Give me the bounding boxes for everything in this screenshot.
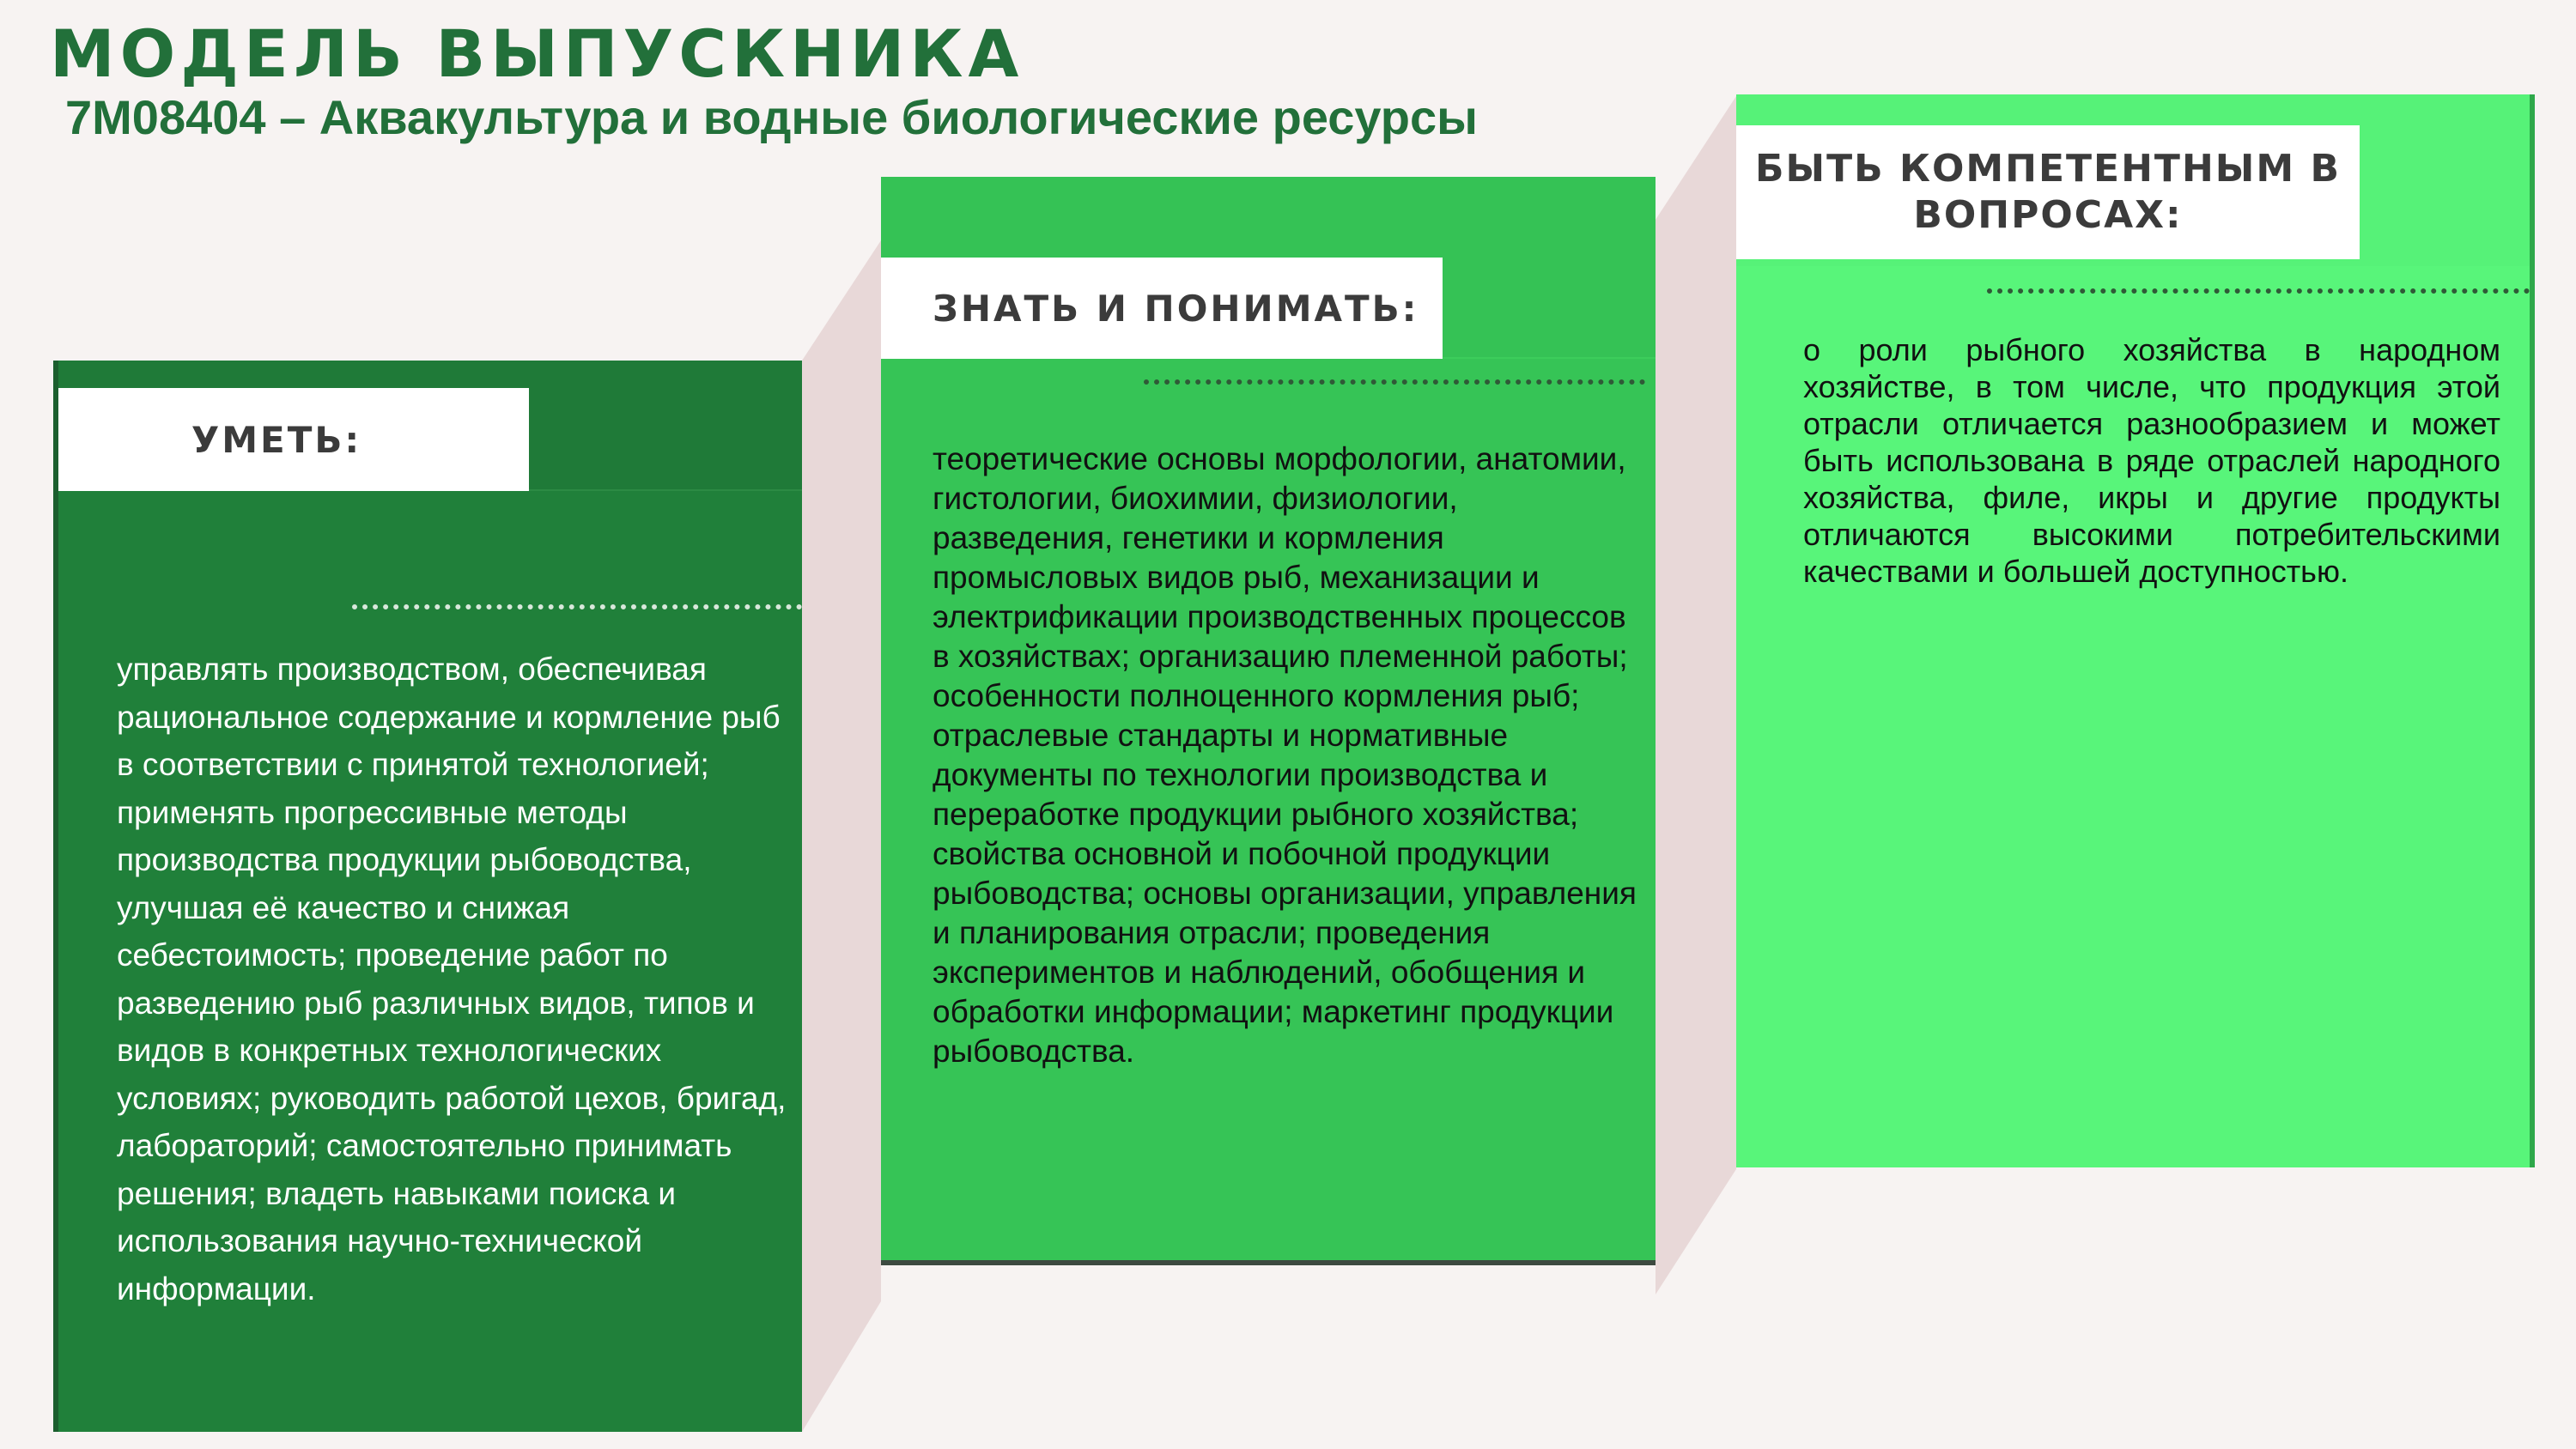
page-title: МОДЕЛЬ ВЫПУСКНИКА [50, 15, 1024, 92]
program-subtitle: 7М08404 – Аквакультура и водные биологические ресурсы [65, 90, 1478, 144]
connector-1-2-shape [802, 240, 881, 1432]
skills-panel [53, 361, 802, 1432]
knowledge-dotted-divider [1144, 379, 1645, 385]
competence-panel [1736, 94, 2535, 1167]
skills-text: управлять производством, обеспечивая рациональное содержание и кормление рыб в соответствии с принятой технологией; применять прогрессивные методы производства продукции рыбоводства, улучшая её качество и снижая себестоимость; проведение работ по разведению рыб различных видов, типов и видов в конкретных технологических условиях; руководить работой цехов, бригад, лабораторий; самостоятельно принимать решения; владеть навыками поиска и использования научно-технической информации. [117, 652, 787, 1307]
competence-heading: БЫТЬ КОМПЕТЕНТНЫМ В ВОПРОСАХ: [1736, 125, 2360, 259]
connector-2-3-shape [1656, 96, 1736, 1294]
connector-1-2 [802, 0, 881, 1449]
skills-dotted-divider [352, 604, 802, 609]
knowledge-text: теоретические основы морфологии, анатомии, гистологии, биохимии, физиологии, разведения, генетики и кормления промысловых видов рыб, механизации и электрификации производственных процессов в хозяйствах; организацию племенной работы; особенности полноценного кормления рыб; отраслевые стандарты и нормативные документы по технологии производства и переработке продукции рыбного хозяйства; свойства основной и побочной продукции рыбоводства; основы организации, управления и планирования отрасли; проведения экспериментов и наблюдений, обобщения и обработки информации; маркетинг продукции рыбоводства. [933, 441, 1637, 1069]
connector-2-3 [1656, 0, 1736, 1449]
competence-text: о роли рыбного хозяйства в народном хозяйстве, в том числе, что продукция этой отрасли отличается разнообразием и может быть использована в ряде отраслей народного хозяйства, филе, икры и другие продукты отличаются высокими потребительскими качествами и большей доступностью. [1803, 332, 2500, 589]
knowledge-panel [881, 177, 1656, 1265]
competence-dotted-divider [1987, 288, 2530, 294]
knowledge-heading: ЗНАТЬ И ПОНИМАТЬ: [881, 258, 1443, 359]
skills-heading: УМЕТЬ: [58, 388, 529, 491]
